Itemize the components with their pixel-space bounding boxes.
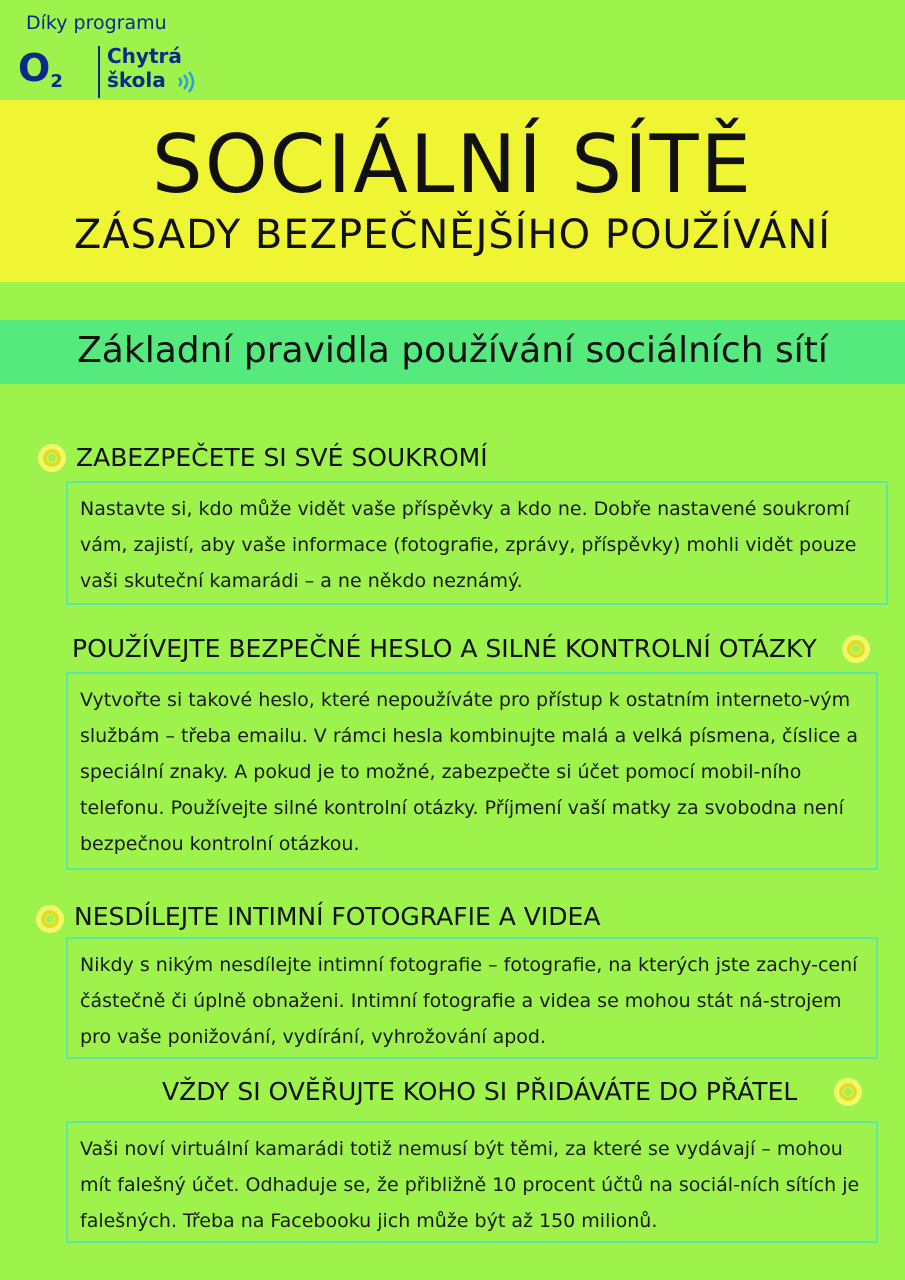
page-title: SOCIÁLNÍ SÍTĚ (151, 118, 754, 211)
rule-heading-friends: VŽDY SI OVĚŘUJTE KOHO SI PŘIDÁVÁTE DO PŘÁTEL (162, 1077, 798, 1106)
rule-text-intimate-photos: Nikdy s nikým nesdílejte intimní fotografie – fotografie, na kterých jste zachy-cení částečně či úplně obnaženi. Intimní fotografie a videa se mohou stát ná-strojem pro vaše ponižování, vydírání, vyhrožování apod. (66, 937, 878, 1059)
page-subtitle: ZÁSADY BEZPEČNĚJŠÍHO POUŽÍVÁNÍ (73, 212, 832, 258)
signal-icon (175, 70, 207, 94)
rule-text-friends: Vaši noví virtuální kamarádi totiž nemusí být těmi, za které se vydávají – mohou mít falešný účet. Odhaduje se, že přibližně 10 procent účtů na sociál-ních sítích je falešných. Třeba na Facebooku jich může být až 150 milionů. (66, 1121, 878, 1243)
rule-heading-intimate-photos: NESDÍLEJTE INTIMNÍ FOTOGRAFIE A VIDEA (74, 902, 601, 931)
rule-heading-privacy: ZABEZPEČETE SI SVÉ SOUKROMÍ (76, 443, 488, 472)
section-title: Základní pravidla používání sociálních sítí (77, 330, 828, 371)
bullet-icon (842, 635, 870, 663)
bullet-icon (36, 905, 64, 933)
logo-divider (98, 46, 100, 98)
rule-text-privacy: Nastavte si, kdo může vidět vaše příspěvky a kdo ne. Dobře nastavené soukromí vám, zajistí, aby vaše informace (fotografie, zprávy, příspěvky) mohli vidět pouze vaši skuteční kamarádi – a ne někdo neznámý. (66, 481, 888, 605)
logo-caption: Díky programu (26, 12, 167, 34)
rule-heading-password: POUŽÍVEJTE BEZPEČNÉ HESLO A SILNÉ KONTROLNÍ OTÁZKY (72, 634, 817, 663)
rule-text-password: Vytvořte si takové heslo, které nepoužíváte pro přístup k ostatním interneto-vým službám – třeba emailu. V rámci hesla kombinujte malá a velká písmena, číslice a speciální znaky. A pokud je to možné, zabezpečte si účet pomocí mobil-ního telefonu. Používejte silné kontrolní otázky. Příjmení vaší matky za svobodna není bezpečnou kontrolní otázkou. (66, 672, 878, 870)
sponsor-logo (18, 10, 278, 100)
chytra-skola-logo: Chytrá škola (107, 44, 182, 92)
bullet-icon (834, 1078, 862, 1106)
o2-logo: $O_2$ (18, 46, 63, 92)
bullet-icon (38, 444, 66, 472)
